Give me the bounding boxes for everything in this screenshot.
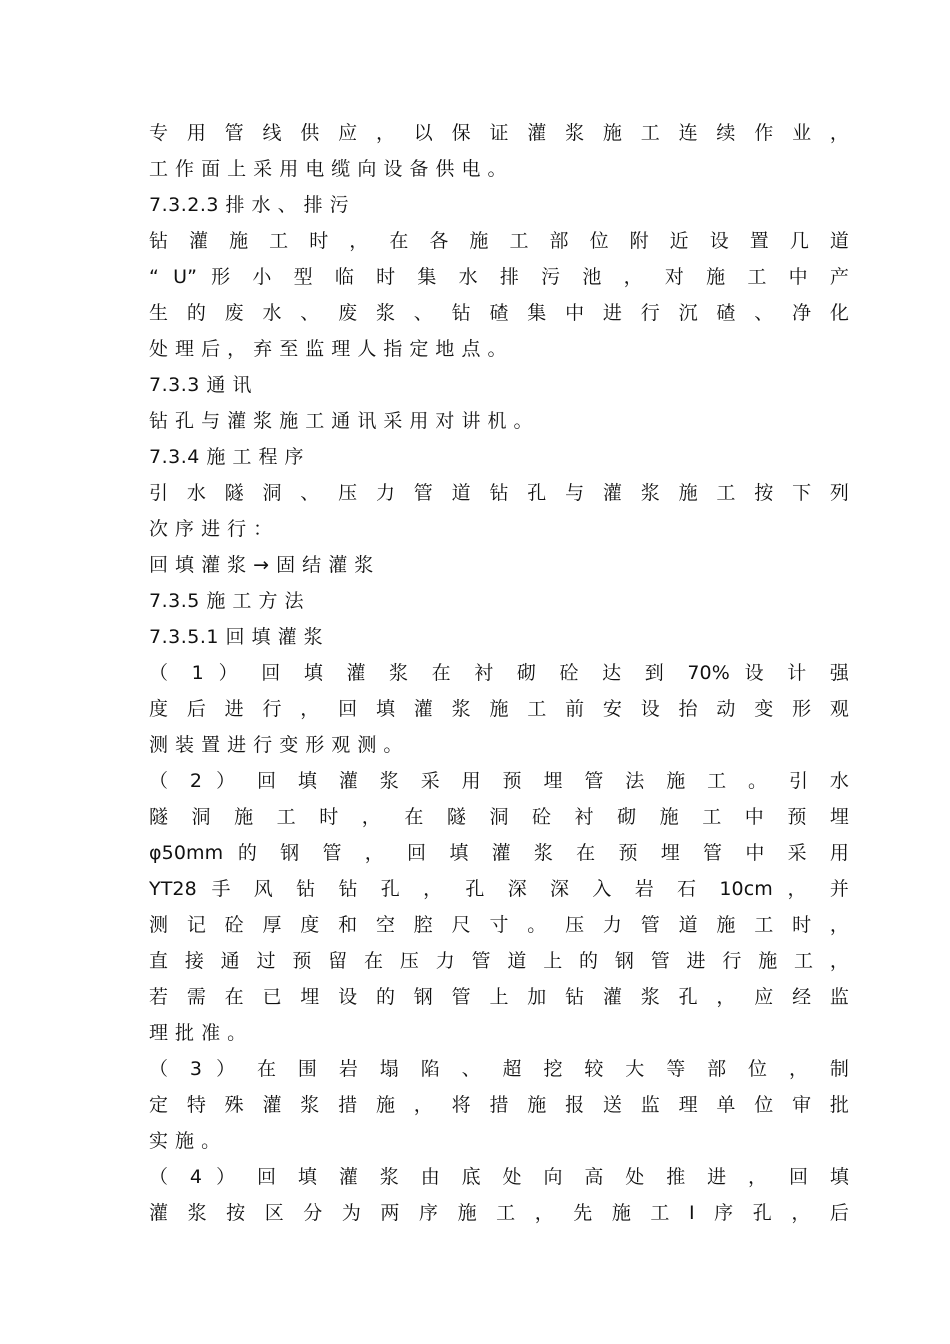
text-line: 钻 灌 施 工 时 ， 在 各 施 工 部 位 附 近 设 置 几 道 [149, 230, 849, 252]
text-line: （ 3 ） 在 围 岩 塌 陷 、 超 挖 较 大 等 部 位 ， 制 [149, 1058, 849, 1080]
text-line: φ50mm 的 钢 管 ， 回 填 灌 浆 在 预 埋 管 中 采 用 [149, 842, 849, 864]
text-line: 回 填 灌 浆 → 固 结 灌 浆 [149, 554, 374, 576]
text-line: 定 特 殊 灌 浆 措 施 ， 将 措 施 报 送 监 理 单 位 审 批 [149, 1094, 849, 1116]
text-line: YT28 手 风 钻 钻 孔 ， 孔 深 深 入 岩 石 10cm ， 并 [149, 878, 849, 900]
text-line: 若 需 在 已 埋 设 的 钢 管 上 加 钻 灌 浆 孔 ， 应 经 监 [149, 986, 849, 1008]
section-heading: 7.3.5 施 工 方 法 [149, 590, 305, 612]
text-line: 处 理 后 ， 弃 至 监 理 人 指 定 地 点 。 [149, 338, 508, 360]
text-line: 钻 孔 与 灌 浆 施 工 通 讯 采 用 对 讲 机 。 [149, 410, 534, 432]
text-line: 隧 洞 施 工 时 ， 在 隧 洞 砼 衬 砌 施 工 中 预 埋 [149, 806, 849, 828]
section-heading: 7.3.2.3 排 水 、 排 污 [149, 194, 350, 216]
text-line: 度 后 进 行 ， 回 填 灌 浆 施 工 前 安 设 抬 动 变 形 观 [149, 698, 849, 720]
text-line: 次 序 进 行 ： [149, 518, 273, 540]
text-line: 专 用 管 线 供 应 ， 以 保 证 灌 浆 施 工 连 续 作 业 ， [149, 122, 849, 144]
text-line: 引 水 隧 洞 、 压 力 管 道 钻 孔 与 灌 浆 施 工 按 下 列 [149, 482, 849, 504]
section-heading: 7.3.3 通 讯 [149, 374, 252, 396]
text-line: 工 作 面 上 采 用 电 缆 向 设 备 供 电 。 [149, 158, 508, 180]
section-heading: 7.3.4 施 工 程 序 [149, 446, 305, 468]
text-line: 测 装 置 进 行 变 形 观 测 。 [149, 734, 403, 756]
text-line: （ 1 ） 回 填 灌 浆 在 衬 砌 砼 达 到 70% 设 计 强 [149, 662, 849, 684]
text-line: （ 4 ） 回 填 灌 浆 由 底 处 向 高 处 推 进 ， 回 填 [149, 1166, 849, 1188]
text-line: 测 记 砼 厚 度 和 空 腔 尺 寸 。 压 力 管 道 施 工 时 ， [149, 914, 849, 936]
text-line: 直 接 通 过 预 留 在 压 力 管 道 上 的 钢 管 进 行 施 工 ， [149, 950, 849, 972]
document-body [149, 115, 849, 1231]
section-heading: 7.3.5.1 回 填 灌 浆 [149, 626, 324, 648]
text-line: 理 批 准 。 [149, 1022, 247, 1044]
text-line: 生 的 废 水 、 废 浆 、 钻 碴 集 中 进 行 沉 碴 、 净 化 [149, 302, 849, 324]
text-line: 实 施 。 [149, 1130, 221, 1152]
text-line: “ U” 形 小 型 临 时 集 水 排 污 池 ， 对 施 工 中 产 [149, 266, 849, 288]
text-line: 灌 浆 按 区 分 为 两 序 施 工 ， 先 施 工 Ⅰ 序 孔 ， 后 [149, 1202, 849, 1224]
text-line: （ 2 ） 回 填 灌 浆 采 用 预 埋 管 法 施 工 。 引 水 [149, 770, 849, 792]
